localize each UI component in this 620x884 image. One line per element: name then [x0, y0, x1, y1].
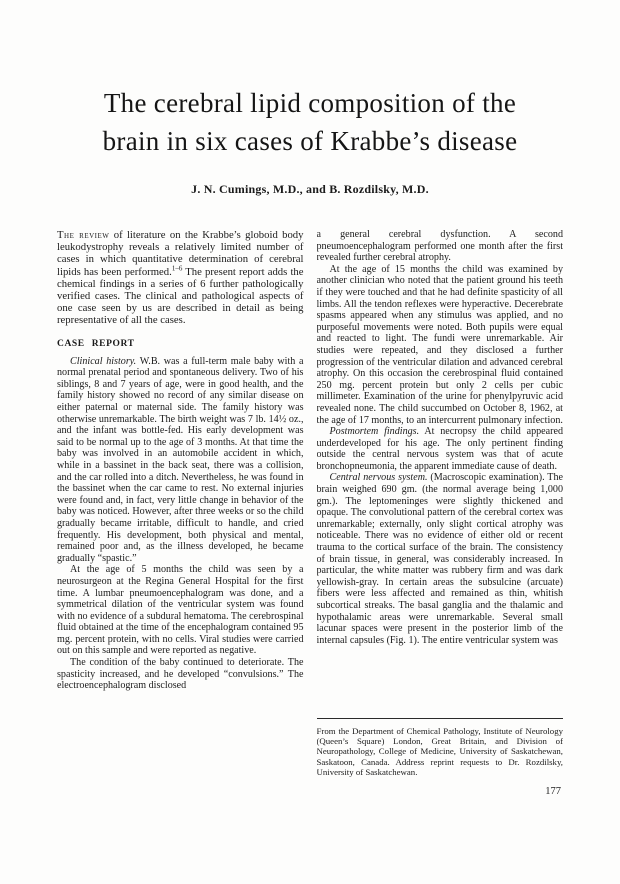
cns-lead: Central nervous system. — [329, 472, 428, 484]
small-caps-lead: The review — [57, 229, 110, 241]
footnote-divider — [317, 718, 564, 719]
clinical-history-paragraph — [57, 356, 304, 565]
cns-paragraph — [317, 472, 564, 646]
reference-superscript: 1–6 — [171, 264, 183, 273]
postmortem-text: At necropsy the child appeared underdeveloped for his age. The only pertinent finding outside the central nervous system was that of acute bronchopneumonia, the apparent immediate cause of death. — [316, 426, 563, 472]
page-number: 177 — [545, 786, 561, 797]
intro-text-post-ref: The present report adds the chemical findings in a series of 6 further pathologically verified cases. The clinical and pathological aspects of one case seen by us are described in detail as being representative of all the cases. — [57, 265, 304, 327]
title-line-1: The cerebral lipid composition of the — [103, 88, 517, 118]
intro-paragraph — [57, 229, 304, 327]
clinical-history-lead: Clinical history. — [70, 355, 137, 367]
postmortem-lead: Postmortem findings. — [329, 426, 420, 438]
intro-text-pre-ref: of literature on the Krabbe’s globoid body leukodystrophy reveals a relatively limited number of cases in which quantitative determination of cerebral lipids has been performed. — [57, 229, 304, 278]
left-column — [57, 229, 304, 797]
paragraph-age-15-months: At the age of 15 months the child was examined by another clinician who noted that the patient ground his teeth if they were touched and that he had definite spasticity of all limbs. All the tendon reflexes were hyperactive. Decerebrate spasms appeared when any stimulus was applied, and no purposeful movements were noted. Both pupils were equal and reacted to light. The fundi were unremarkable. Air studies were repeated, and they disclosed a further progression of the ventricular dilation and advanced cerebral atrophy. On this occasion the cerebrospinal fluid contained 250 mg. percent protein but only 2 cells per cubic millimeter. Examination of the urine for phenylpyruvic acid revealed none. The child succumbed on October 8, 1962, at the age of 17 months, to an intercurrent pulmonary infection. — [316, 263, 563, 426]
paragraph-condition-deteriorate: The condition of the baby continued to deteriorate. The spasticity increased, and he developed “convulsions.” The electroencephalogram disclosed — [57, 657, 304, 692]
right-column — [317, 229, 564, 797]
paragraph-age-5-months: At the age of 5 months the child was seen by a neurosurgeon at the Regina General Hospital for the first time. A lumbar pneumoencephalogram was done, and a symmetrical dilation of the ventricular system was found with no evidence of a subdural hematoma. The cerebrospinal fluid obtained at the time of the encephalogram contained 95 mg. percent protein, with no cells. Viral studies were carried out on this sample and were reported as negative. — [57, 564, 304, 657]
footnote-block — [317, 718, 564, 797]
paper-title — [0, 84, 620, 160]
authors-byline: J. N. Cumings, M.D., and B. Rozdilsky, M.D. — [191, 182, 429, 196]
postmortem-paragraph — [317, 426, 564, 472]
two-column-body — [57, 229, 563, 797]
clinical-history-text: W.B. was a full-term male baby with a normal prenatal period and spontaneous delivery. Two of his siblings, 8 and 7 years of age, were in good health, and the family history showed no record of any similar disease on either paternal or maternal side. The family history was otherwise unremarkable. The birth weight was 7 lb. 14½ oz., and the infant was bottle-fed. His early development was said to be normal up to the age of 3 months. At that time the baby was involved in an automobile accident in which, while in a bassinet in the back seat, there was a collision, and the car rolled into a ditch. Nevertheless, he was found in the bassinet when the car came to rest. No external injuries were found and, in fact, very little change in behavior of the baby was noticed. However, after three weeks or so the child gradually became irritable, difficult to handle, and cried frequently. His development, both physical and mental, remained poor and, as the illness developed, he became gradually “spastic.” — [57, 355, 304, 564]
section-heading-case-report: CASE REPORT — [57, 338, 135, 349]
footnote-text: From the Department of Chemical Pathology, Institute of Neurology (Queen’s Square) London, Great Britain, and Division of Neuropathology, College of Medicine, University of Saskatchewan, Saskatoon, Canada. Address reprint requests to Dr. Rozdilsky, University of Saskatchewan. — [316, 725, 563, 777]
cns-text: (Macroscopic examination). The brain weighed 690 gm. (the normal average being 1,000 gm.). The leptomeninges were slightly thickened and opaque. The convolutional pattern of the cerebral cortex was unremarkable; externally, only slight cortical atrophy was noticeable. There was no evidence of either old or recent trauma to the cortical surface of the brain. The consistency of brain tissue, in general, was considerably increased. In particular, the white matter was rubbery firm and was dark yellowish-gray. In certain areas the subsulcine (arcuate) fibers were less affected and remained as thin, whitish subcortical streaks. The basal ganglia and the thalamic and hypothalamic areas were unremarkable. Several small lacunar spaces were present in the posterior limb of the internal capsules (Fig. 1). The entire ventricular system was — [316, 472, 563, 646]
paragraph-cerebral-dysfunction: a general cerebral dysfunction. A second pneumoencephalogram performed one month after the first revealed further cerebral atrophy. — [316, 229, 563, 264]
title-line-2: brain in six cases of Krabbe’s disease — [102, 126, 518, 156]
